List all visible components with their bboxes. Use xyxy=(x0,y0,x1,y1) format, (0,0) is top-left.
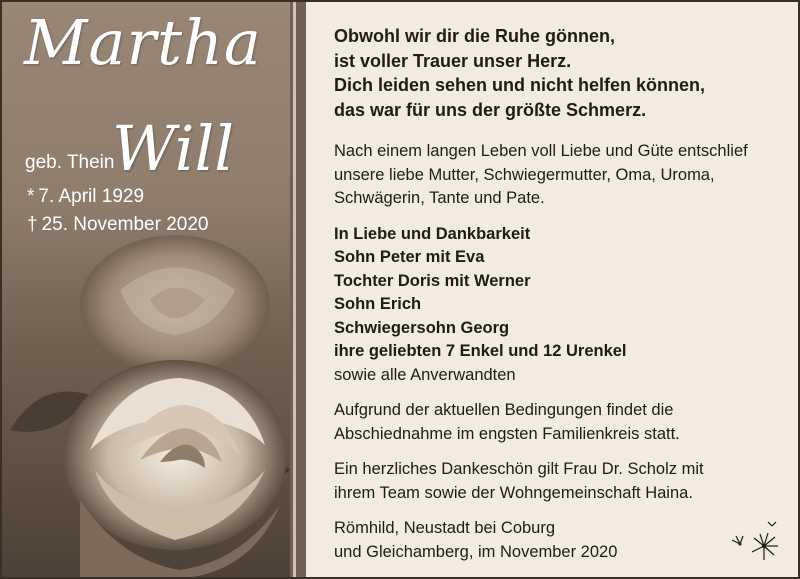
farewell-line: Abschiednahme im engsten Familienkreis statt. xyxy=(334,424,680,443)
verse-line: Dich leiden sehen und nicht helfen können, xyxy=(334,75,706,95)
family-member: Schwiegersohn Georg xyxy=(334,318,510,337)
intro-line: Nach einem langen Leben voll Liebe und Güte entschlief xyxy=(334,142,748,160)
first-name: Martha xyxy=(24,6,262,79)
thanks-line: Ein herzliches Dankeschön gilt Frau Dr. Scholz mit xyxy=(334,460,704,478)
farewell-line: Aufgrund der aktuellen Bedingungen findet die xyxy=(334,401,674,419)
death-date-text: 25. November 2020 xyxy=(41,214,209,235)
birth-symbol: * xyxy=(27,186,35,207)
closing-line: Römhild, Neustadt bei Coburg xyxy=(334,519,556,537)
intro-line: unsere liebe Mutter, Schwiegermutter, Oma, Uroma, xyxy=(334,165,715,184)
family-heading: In Liebe und Dankbarkeit xyxy=(334,224,531,243)
thanks-line: ihrem Team sowie der Wohngemeinschaft Haina. xyxy=(334,483,693,502)
last-name: Will xyxy=(112,112,235,185)
closing-line: und Gleichamberg, im November 2020 xyxy=(334,542,618,561)
verse-line: ist voller Trauer unser Herz. xyxy=(334,50,572,71)
family-member: Sohn Peter mit Eva xyxy=(334,248,485,266)
intro-line: Schwägerin, Tante und Pate. xyxy=(334,189,545,207)
verse-line: Obwohl wir dir die Ruhe gönnen, xyxy=(334,26,615,46)
maiden-name: geb. Thein xyxy=(25,152,115,173)
family-member: Tochter Doris mit Werner xyxy=(334,271,531,290)
family-member: ihre geliebten 7 Enkel und 12 Urenkel xyxy=(334,342,627,360)
verse-line: das war für uns der größte Schmerz. xyxy=(334,99,647,120)
family-member: Sohn Erich xyxy=(334,295,422,313)
death-symbol: † xyxy=(27,214,38,235)
family-others: sowie alle Anverwandten xyxy=(334,365,516,384)
birth-date-text: 7. April 1929 xyxy=(38,186,145,207)
